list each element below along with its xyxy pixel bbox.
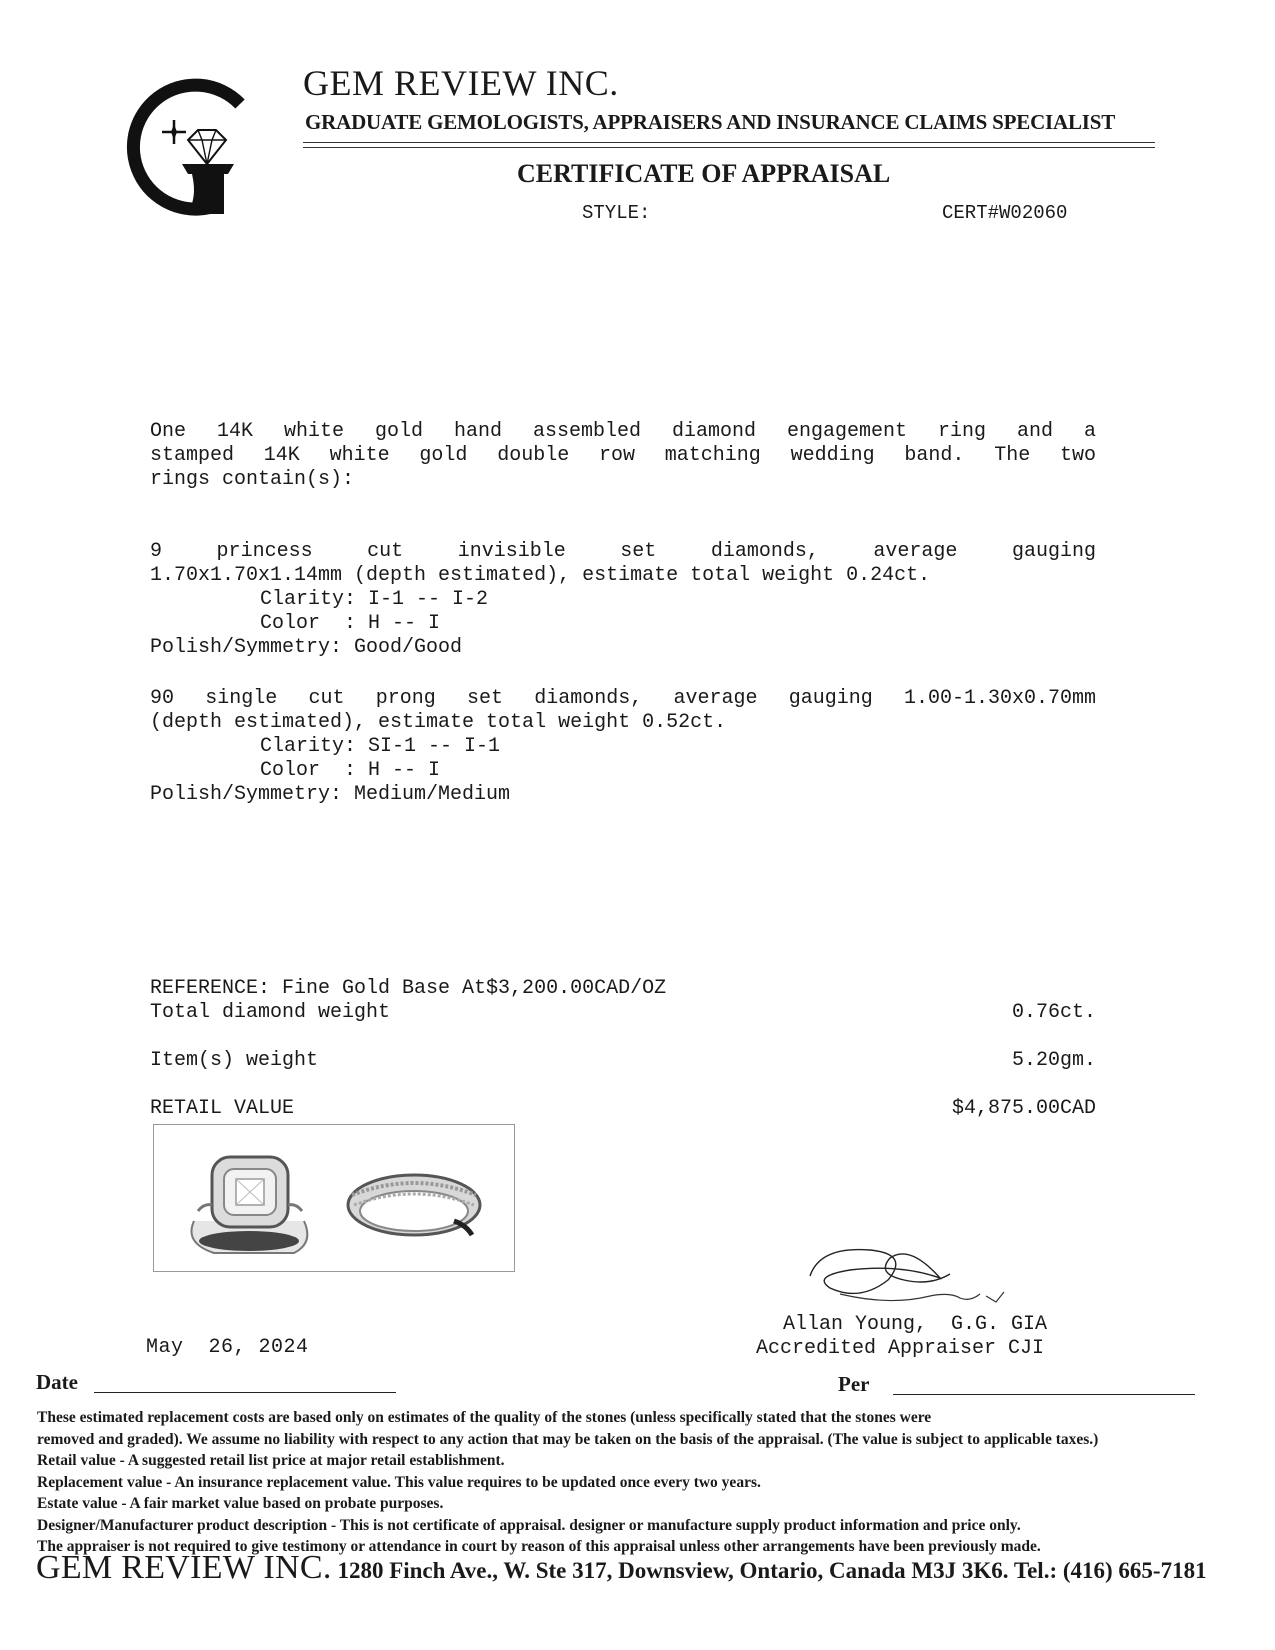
disclaimer-line: Retail value - A suggested retail list price at major retail establishment. xyxy=(37,1452,505,1469)
wedding-band-image xyxy=(348,1175,480,1235)
appraiser-credential: Accredited Appraiser CJI xyxy=(756,1337,1045,1360)
item-description xyxy=(150,420,1096,492)
style-label: STYLE: xyxy=(582,202,651,224)
disclaimer xyxy=(37,1407,1247,1558)
polish-symmetry: Polish/Symmetry: Medium/Medium xyxy=(150,783,511,806)
retail-value-label: RETAIL VALUE xyxy=(150,1097,295,1120)
engagement-ring-image xyxy=(192,1157,308,1253)
diamond-set xyxy=(150,687,1096,807)
diamond-set-line: 9 princess cut invisible set diamonds, average gauging xyxy=(150,540,1096,563)
appraiser-name: Allan Young, G.G. GIA xyxy=(783,1313,1048,1336)
disclaimer-line: The appraiser is not required to give testimony or attendance in court by reason of this appraisal unless other arrangements have been previously made. xyxy=(37,1538,1041,1555)
description-line: rings contain(s): xyxy=(150,468,355,491)
header-divider xyxy=(303,147,1155,148)
retail-value-row xyxy=(150,1097,1096,1120)
clarity-grade: Clarity: SI-1 -- I-1 xyxy=(260,735,501,758)
gem-review-logo xyxy=(112,68,252,218)
diamond-set-line: 1.70x1.70x1.14mm (depth estimated), estimate total weight 0.24ct. xyxy=(150,564,931,587)
disclaimer-line: Designer/Manufacturer product description - This is not certificate of appraisal. designer or manufacture supply product information and price only. xyxy=(37,1516,1021,1534)
gold-reference: REFERENCE: Fine Gold Base At$3,200.00CAD/OZ xyxy=(150,977,667,1000)
item-weight-value: 5.20gm. xyxy=(1011,1049,1096,1072)
rings-photo xyxy=(153,1124,515,1272)
footer xyxy=(36,1549,1207,1587)
header-divider xyxy=(303,142,1155,143)
disclaimer-line: Estate value - A fair market value based on probate purposes. xyxy=(37,1495,444,1512)
total-weight-value: 0.76ct. xyxy=(1011,1001,1096,1024)
total-diamond-weight-row xyxy=(150,1001,1096,1024)
date-signature-line xyxy=(94,1392,396,1393)
company-tagline: GRADUATE GEMOLOGISTS, APPRAISERS AND INSURANCE CLAIMS SPECIALIST xyxy=(305,110,1116,134)
color-grade: Color : H -- I xyxy=(260,759,441,782)
description-line: One 14K white gold hand assembled diamond engagement ring and a xyxy=(150,420,1096,443)
description-line: stamped 14K white gold double row matching wedding band. The two xyxy=(150,444,1096,467)
retail-value-amount: $4,875.00CAD xyxy=(951,1097,1096,1120)
disclaimer-line: Replacement value - An insurance replacement value. This value requires to be updated once every two years. xyxy=(37,1473,761,1491)
company-name: GEM REVIEW INC. xyxy=(303,63,619,103)
date-label: Date xyxy=(36,1370,78,1394)
polish-symmetry: Polish/Symmetry: Good/Good xyxy=(150,636,463,659)
diamond-set-line: 90 single cut prong set diamonds, average gauging 1.00-1.30x0.70mm xyxy=(150,687,1096,710)
footer-company-name: GEM REVIEW INC. xyxy=(36,1549,332,1586)
diamond-set-line: (depth estimated), estimate total weight 0.52ct. xyxy=(150,711,727,734)
footer-address: 1280 Finch Ave., W. Ste 317, Downsview, Ontario, Canada M3J 3K6. Tel.: (416) 665-7181 xyxy=(331,1558,1207,1583)
color-grade: Color : H -- I xyxy=(260,612,441,635)
clarity-grade: Clarity: I-1 -- I-2 xyxy=(260,588,489,611)
certificate-number: CERT#W02060 xyxy=(942,202,1068,224)
item-weight-label: Item(s) weight xyxy=(150,1049,319,1072)
per-signature-line xyxy=(893,1394,1195,1395)
item-weight-row xyxy=(150,1049,1096,1072)
total-weight-label: Total diamond weight xyxy=(150,1001,391,1024)
disclaimer-line: These estimated replacement costs are based only on estimates of the quality of the stones (unless specifically stated that the stones were xyxy=(37,1409,932,1426)
appraisal-date: May 26, 2024 xyxy=(146,1336,309,1359)
diamond-set xyxy=(150,540,1096,660)
rings-illustration xyxy=(154,1125,514,1271)
per-label: Per xyxy=(838,1372,870,1396)
document-title: CERTIFICATE OF APPRAISAL xyxy=(517,159,891,188)
appraiser-signature xyxy=(800,1236,1010,1316)
disclaimer-line: removed and graded). We assume no liability with respect to any action that may be taken on the basis of the appraisal. (The value is subject to applicable taxes.) xyxy=(37,1430,1099,1448)
